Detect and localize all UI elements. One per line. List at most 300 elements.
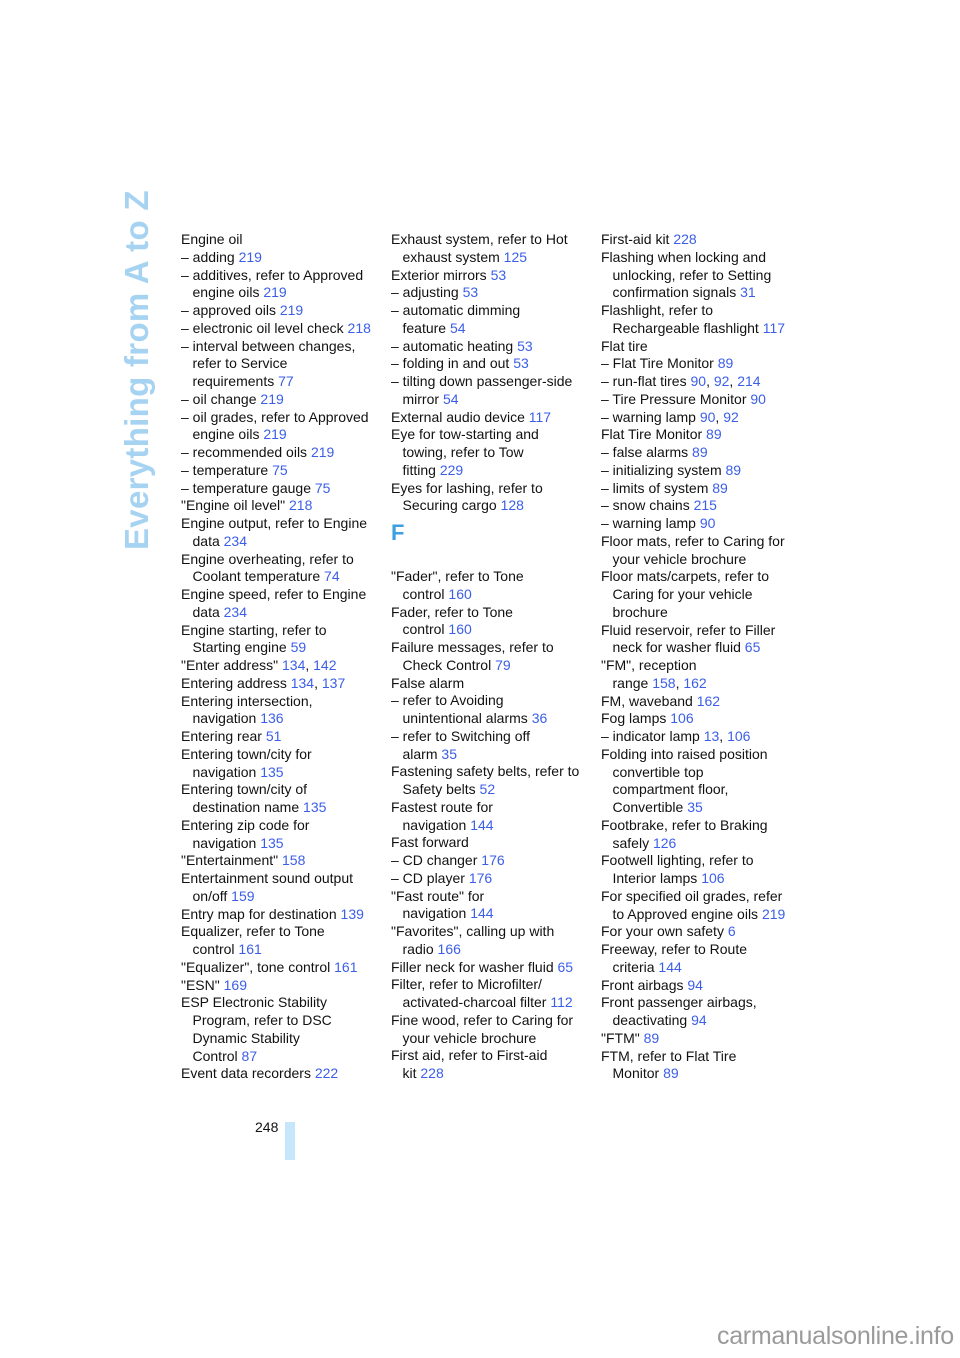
page-link[interactable]: 136	[260, 710, 284, 727]
index-entry	[391, 373, 596, 409]
page-link[interactable]: 90	[750, 390, 766, 407]
page-link[interactable]: 135	[303, 799, 327, 815]
index-entry	[391, 870, 596, 888]
index-entry	[391, 604, 596, 640]
entry-text: – warning lamp	[601, 515, 696, 531]
entry-text: – snow chains	[601, 497, 690, 514]
entry-text: Filler neck for washer fluid	[391, 958, 554, 975]
index-entry	[181, 693, 386, 729]
page-link[interactable]: 53	[517, 337, 533, 354]
index-entry	[601, 426, 806, 444]
entry-text: Freeway, refer to Route	[601, 941, 748, 957]
page-link[interactable]: 126	[652, 834, 677, 851]
entry-text: Exhaust system, refer to Hot	[391, 231, 568, 247]
page-number: 248	[255, 1119, 279, 1135]
index-entry	[391, 692, 596, 728]
page-link[interactable]: 92	[713, 373, 730, 389]
entry-text: Entering rear	[181, 728, 262, 744]
entry-text: navigation	[192, 834, 257, 851]
entry-text: mirror	[402, 390, 440, 407]
entry-text: Flat tire	[601, 337, 648, 354]
page-link[interactable]: 53	[462, 284, 479, 301]
index-entry	[601, 462, 806, 480]
index-entry	[391, 231, 596, 267]
entry-text: Flat Tire Monitor	[601, 426, 703, 443]
index-entry	[391, 888, 596, 924]
watermark: carmanualsonline.info	[717, 1322, 954, 1350]
entry-text: Filter, refer to Microfilter/	[391, 976, 542, 993]
index-entry	[181, 391, 386, 409]
index-entry	[181, 746, 386, 782]
page-link[interactable]: 94	[687, 976, 703, 993]
entry-text: "Entertainment"	[181, 852, 279, 869]
page-link[interactable]: 176	[481, 852, 505, 868]
entry-text: Entering address	[181, 674, 287, 691]
page-link[interactable]: 139	[340, 905, 364, 922]
page-link[interactable]: 53	[513, 355, 529, 372]
entry-text: – Flat Tire Monitor	[601, 355, 714, 372]
index-entry	[181, 923, 386, 959]
index-entry: – run-flat tires 90, 92, 214	[601, 373, 761, 389]
entry-text: navigation	[402, 905, 467, 922]
index-entry	[601, 1048, 806, 1084]
index-entry	[391, 355, 596, 373]
page-link[interactable]: 74	[324, 568, 340, 585]
entry-text: Engine speed, refer to Engine	[181, 586, 367, 602]
index-entry	[601, 391, 806, 409]
page-link[interactable]: 36	[531, 710, 548, 726]
entry-text: Check Control	[402, 656, 492, 673]
index-entry	[601, 817, 806, 853]
entry-text: – temperature gauge	[181, 479, 311, 496]
index-entry	[181, 249, 386, 267]
entry-text: Failure messages, refer to	[391, 639, 554, 655]
entry-text: your vehicle brochure	[402, 1029, 537, 1046]
entry-text: – adjusting	[391, 284, 459, 301]
index-entry	[391, 409, 596, 427]
entry-text: destination name	[192, 799, 300, 815]
index-entry	[391, 1047, 596, 1083]
entry-text: control	[402, 585, 445, 602]
entry-text: – run-flat tires	[601, 373, 687, 389]
entry-text: Fastest route for	[391, 798, 493, 815]
page-link[interactable]: 161	[238, 941, 262, 957]
page-link[interactable]: 75	[314, 479, 331, 496]
entry-text: "Engine oil level"	[181, 497, 286, 514]
index-entry	[601, 710, 806, 728]
page-link[interactable]: 135	[260, 834, 284, 851]
entry-text: – additives, refer to Approved	[181, 266, 364, 283]
index-entry	[601, 1030, 806, 1048]
entry-text: Footwell lighting, refer to	[601, 852, 754, 869]
entry-text: "FM", reception	[601, 657, 697, 673]
page-link[interactable]: 222	[314, 1065, 339, 1082]
index-entry	[181, 320, 386, 338]
index-entry	[181, 728, 386, 746]
page-link[interactable]: 89	[643, 1029, 660, 1046]
entry-text: – refer to Avoiding	[391, 692, 504, 709]
entry-text: First-aid kit	[601, 231, 670, 247]
page-link[interactable]: 234	[223, 532, 247, 549]
entry-text: Fastening safety belts, refer to	[391, 763, 580, 780]
index-entry	[601, 746, 806, 817]
page-link[interactable]: 65	[744, 639, 761, 656]
index-entry	[181, 781, 386, 817]
entry-text: Rechargeable flashlight	[612, 319, 759, 336]
entry-text: "Equalizer", tone control	[181, 958, 331, 975]
page-link[interactable]: 215	[693, 497, 717, 514]
page-link[interactable]: 117	[762, 319, 786, 336]
entry-text: compartment floor,	[612, 781, 729, 798]
entry-text: brochure	[612, 603, 668, 620]
entry-text: Control	[192, 1047, 238, 1064]
page-link[interactable]: 106	[670, 710, 694, 727]
page-link[interactable]: 219	[279, 302, 304, 318]
page-link[interactable]: 117	[528, 408, 552, 425]
page-link[interactable]: 219	[238, 248, 262, 265]
index-entry	[601, 302, 806, 338]
index-entry	[181, 462, 386, 480]
page-link[interactable]: 162	[696, 692, 721, 709]
entry-text: requirements	[192, 373, 275, 389]
index-column-2	[391, 231, 596, 1083]
index-entry	[601, 249, 806, 302]
entry-text: Entry map for destination	[181, 905, 337, 922]
entry-text: to Approved engine oils	[612, 905, 759, 922]
entry-text: Entering zip code for	[181, 816, 310, 833]
page-link[interactable]: 90	[699, 408, 716, 425]
page-link[interactable]: 134	[282, 657, 306, 673]
entry-text: – oil grades, refer to Approved	[181, 408, 369, 425]
index-entry	[181, 551, 386, 587]
entry-text: Eye for tow-starting and	[391, 426, 539, 443]
page-link[interactable]: 160	[448, 585, 472, 602]
entry-text: feature	[402, 319, 447, 336]
page-link[interactable]: 135	[260, 763, 284, 780]
entry-text: "ESN"	[181, 976, 220, 993]
page-link[interactable]: 6	[727, 923, 736, 940]
letter-heading: F	[391, 520, 405, 545]
index-entry	[391, 959, 596, 977]
index-entry: – warning lamp 90, 92	[601, 408, 739, 425]
index-entry	[181, 906, 386, 924]
index-entry	[601, 568, 806, 621]
index-entry	[391, 284, 596, 302]
entry-text: FM, waveband	[601, 692, 693, 709]
entry-text: – warning lamp	[601, 408, 696, 425]
index-entry	[181, 497, 386, 515]
entry-text: fitting	[402, 461, 436, 478]
page-link[interactable]: 169	[223, 976, 247, 993]
index-entry	[181, 994, 386, 1065]
index-entry	[391, 834, 596, 852]
page-link[interactable]: 176	[468, 869, 493, 886]
page-link[interactable]: 53	[490, 266, 507, 283]
page-link[interactable]: 218	[347, 319, 371, 336]
entry-text: Equalizer, refer to Tone	[181, 923, 325, 940]
page-link[interactable]: 125	[503, 248, 528, 265]
index-entry	[181, 586, 386, 622]
entry-text: Eyes for lashing, refer to	[391, 479, 543, 496]
entry-text: neck for washer fluid	[612, 639, 741, 656]
entry-text: For your own safety	[601, 923, 724, 940]
entry-text: "Enter address"	[181, 657, 279, 673]
page-link[interactable]: 161	[334, 958, 358, 975]
page-link[interactable]: 89	[706, 426, 722, 443]
page-link[interactable]: 90	[699, 515, 716, 531]
index-entry	[601, 977, 806, 995]
entry-text: Entering town/city of	[181, 781, 308, 798]
entry-text: – automatic dimming	[391, 302, 521, 318]
entry-text: "Favorites", calling up with	[391, 923, 555, 939]
entry-text: Starting engine	[192, 639, 287, 656]
entry-text: exhaust system	[402, 248, 500, 265]
index-entry	[391, 728, 596, 764]
index-entry	[391, 852, 596, 870]
entry-text: Safety belts	[402, 781, 476, 797]
index-entry	[181, 1065, 386, 1083]
page-link[interactable]: 106	[701, 870, 725, 886]
page-link[interactable]: 79	[495, 656, 511, 673]
entry-text: External audio device	[391, 408, 525, 425]
index-entry	[601, 338, 806, 356]
page-link[interactable]: 35	[441, 745, 457, 762]
entry-text: on/off	[192, 887, 228, 904]
page-link[interactable]: 51	[265, 728, 282, 744]
page-link[interactable]: 142	[313, 657, 337, 673]
entry-text: control	[192, 941, 235, 957]
page-link[interactable]: 134	[290, 674, 315, 691]
index-entry	[181, 231, 386, 249]
index-column-3	[601, 231, 806, 1083]
index-entry	[391, 976, 596, 1012]
index-entry	[181, 622, 386, 658]
entry-text: Engine starting, refer to	[181, 621, 327, 638]
page-link[interactable]: 158	[652, 674, 676, 691]
entry-text: – tilting down passenger-side	[391, 373, 573, 389]
index-entry	[601, 941, 806, 977]
entry-text: – Tire Pressure Monitor	[601, 390, 747, 407]
entry-text: Fader, refer to Tone	[391, 603, 513, 620]
entry-text: data	[192, 603, 220, 620]
entry-text: unlocking, refer to Setting	[612, 266, 772, 283]
page-link[interactable]: 228	[420, 1065, 444, 1081]
entry-text: – folding in and out	[391, 355, 510, 372]
index-entry	[391, 568, 596, 604]
entry-text: Entering town/city for	[181, 745, 312, 762]
entry-text: – approved oils	[181, 302, 276, 318]
entry-text: "FTM"	[601, 1029, 640, 1046]
index-entry	[601, 923, 806, 941]
page-link[interactable]: 89	[712, 479, 728, 496]
page-link[interactable]: 219	[263, 426, 287, 443]
index-entry	[601, 852, 806, 888]
index-entry: – indicator lamp 13, 106	[601, 728, 751, 744]
index-entry	[391, 480, 596, 516]
index-entry	[601, 355, 806, 373]
index-entry	[181, 515, 386, 551]
page-link[interactable]: 162	[683, 674, 707, 691]
entry-text: activated-charcoal filter	[402, 994, 547, 1010]
entry-text: towing, refer to Tow	[402, 444, 524, 460]
entry-text: – false alarms	[601, 444, 689, 460]
index-entry	[181, 480, 386, 498]
index-entry	[181, 409, 386, 445]
entry-text: – indicator lamp	[601, 728, 700, 744]
entry-text: engine oils	[192, 426, 260, 443]
entry-text: Coolant temperature	[192, 568, 321, 585]
page-link[interactable]: 112	[550, 994, 573, 1010]
page-link[interactable]: 13	[703, 728, 720, 744]
entry-text: Engine output, refer to Engine	[181, 515, 368, 531]
index-entry	[181, 817, 386, 853]
page-link[interactable]: 144	[470, 905, 494, 922]
page-link[interactable]: 218	[289, 497, 313, 514]
page-marker-bar	[285, 1122, 295, 1160]
page-link[interactable]: 214	[737, 373, 761, 389]
entry-text: safely	[612, 834, 650, 851]
entry-text: Entertainment sound output	[181, 870, 354, 886]
entry-text: your vehicle brochure	[612, 550, 747, 567]
entry-text: ESP Electronic Stability	[181, 994, 328, 1011]
index-entry	[391, 923, 596, 959]
page-link[interactable]: 158	[282, 852, 306, 869]
entry-text: Front passenger airbags,	[601, 994, 757, 1011]
entry-text: radio	[402, 940, 434, 957]
entry-text: Exterior mirrors	[391, 266, 487, 283]
entry-text: Interior lamps	[612, 870, 698, 886]
index-entry: "FM", reception range 158, 162	[601, 657, 707, 691]
entry-text: FTM, refer to Flat Tire	[601, 1047, 737, 1064]
entry-text: Program, refer to DSC	[192, 1012, 332, 1028]
page-link[interactable]: 59	[290, 639, 307, 656]
index-entry	[601, 693, 806, 711]
entry-text: Event data recorders	[181, 1065, 311, 1082]
page-link[interactable]: 89	[663, 1065, 679, 1082]
entry-text: Fine wood, refer to Caring for	[391, 1011, 574, 1028]
entry-text: False alarm	[391, 674, 465, 691]
section-side-title: Everything from A to Z	[118, 190, 155, 550]
index-entry	[181, 267, 386, 303]
entry-text: control	[402, 621, 445, 638]
entry-text: criteria	[612, 958, 655, 975]
entry-text: – oil change	[181, 390, 257, 407]
index-entry: "Enter address" 134, 142	[181, 657, 337, 673]
entry-text: navigation	[192, 763, 257, 780]
page-link[interactable]: 65	[557, 958, 574, 975]
index-entry	[601, 231, 806, 249]
entry-text: – interval between changes,	[181, 337, 356, 354]
entry-text: – electronic oil level check	[181, 319, 344, 336]
page-link[interactable]: 89	[725, 461, 742, 478]
page-link[interactable]: 77	[278, 373, 294, 389]
entry-text: – automatic heating	[391, 337, 514, 354]
page-link[interactable]: 52	[479, 781, 496, 797]
page-link[interactable]: 229	[439, 461, 464, 478]
index-entry	[181, 302, 386, 320]
index-entry	[391, 426, 596, 479]
index-entry	[181, 444, 386, 462]
page-link[interactable]: 54	[442, 390, 459, 407]
index-entry	[601, 444, 806, 462]
page-link[interactable]: 219	[260, 390, 284, 407]
entry-text: Front airbags	[601, 976, 684, 993]
page-link[interactable]: 35	[687, 799, 703, 815]
index-entry	[181, 870, 386, 906]
page-link[interactable]: 31	[740, 284, 756, 301]
entry-text: Caring for your vehicle	[612, 586, 753, 602]
entry-text: Monitor	[612, 1065, 660, 1082]
index-entry	[181, 977, 386, 995]
page-link[interactable]: 219	[263, 284, 287, 301]
index-entry	[391, 799, 596, 835]
entry-text: unintentional alarms	[402, 710, 528, 726]
page-link[interactable]: 75	[272, 461, 288, 478]
index-entry	[391, 639, 596, 675]
entry-text: Dynamic Stability	[192, 1029, 300, 1046]
index-column-1	[181, 231, 386, 1083]
page-link[interactable]: 94	[691, 1012, 707, 1028]
page-link[interactable]: 144	[658, 958, 682, 975]
entry-text: Fog lamps	[601, 710, 667, 727]
entry-text: "Fast route" for	[391, 887, 485, 904]
index-entry	[601, 888, 806, 924]
page-link[interactable]: 219	[761, 905, 786, 922]
entry-text: Fast forward	[391, 834, 469, 851]
page-link[interactable]: 54	[449, 319, 466, 336]
entry-text: First aid, refer to First-aid	[391, 1047, 548, 1064]
page-link[interactable]: 106	[727, 728, 751, 744]
entry-text: – limits of system	[601, 479, 709, 496]
entry-text: – refer to Switching off	[391, 727, 531, 744]
entry-text: – CD player	[391, 869, 465, 886]
entry-text: – CD changer	[391, 852, 478, 868]
entry-text: navigation	[192, 710, 257, 727]
entry-text: Footbrake, refer to Braking	[601, 816, 768, 833]
page-link[interactable]: 234	[223, 603, 247, 620]
entry-text: Flashing when locking and	[601, 248, 766, 265]
entry-text: Flashlight, refer to	[601, 302, 714, 318]
page-link[interactable]: 144	[470, 816, 494, 833]
page-link[interactable]: 137	[321, 674, 346, 691]
page-link[interactable]: 166	[437, 940, 461, 957]
index-entry	[181, 959, 386, 977]
entry-text: – adding	[181, 248, 235, 265]
entry-text: refer to Service	[192, 355, 288, 372]
page-link[interactable]: 87	[241, 1047, 258, 1064]
index-entry	[601, 994, 806, 1030]
entry-text: Securing cargo	[402, 497, 497, 514]
page-link[interactable]: 228	[673, 231, 697, 247]
entry-text: convertible top	[612, 763, 704, 780]
page-link[interactable]: 90	[690, 373, 707, 389]
index-entry	[391, 675, 596, 693]
entry-text: "Fader", refer to Tone	[391, 568, 524, 584]
page-link[interactable]: 92	[723, 408, 739, 425]
index-entry	[181, 338, 386, 391]
page-link[interactable]: 89	[692, 444, 708, 460]
entry-text: Convertible	[612, 799, 684, 815]
page-link[interactable]: 219	[310, 444, 335, 460]
entry-text: Engine overheating, refer to	[181, 550, 354, 567]
index-entry	[601, 622, 806, 658]
page-link[interactable]: 160	[448, 621, 472, 638]
page-link[interactable]: 159	[231, 887, 255, 904]
entry-text: navigation	[402, 816, 467, 833]
page-link[interactable]: 89	[717, 355, 734, 372]
entry-text: Folding into raised position	[601, 745, 768, 762]
page-link[interactable]: 128	[500, 497, 524, 514]
